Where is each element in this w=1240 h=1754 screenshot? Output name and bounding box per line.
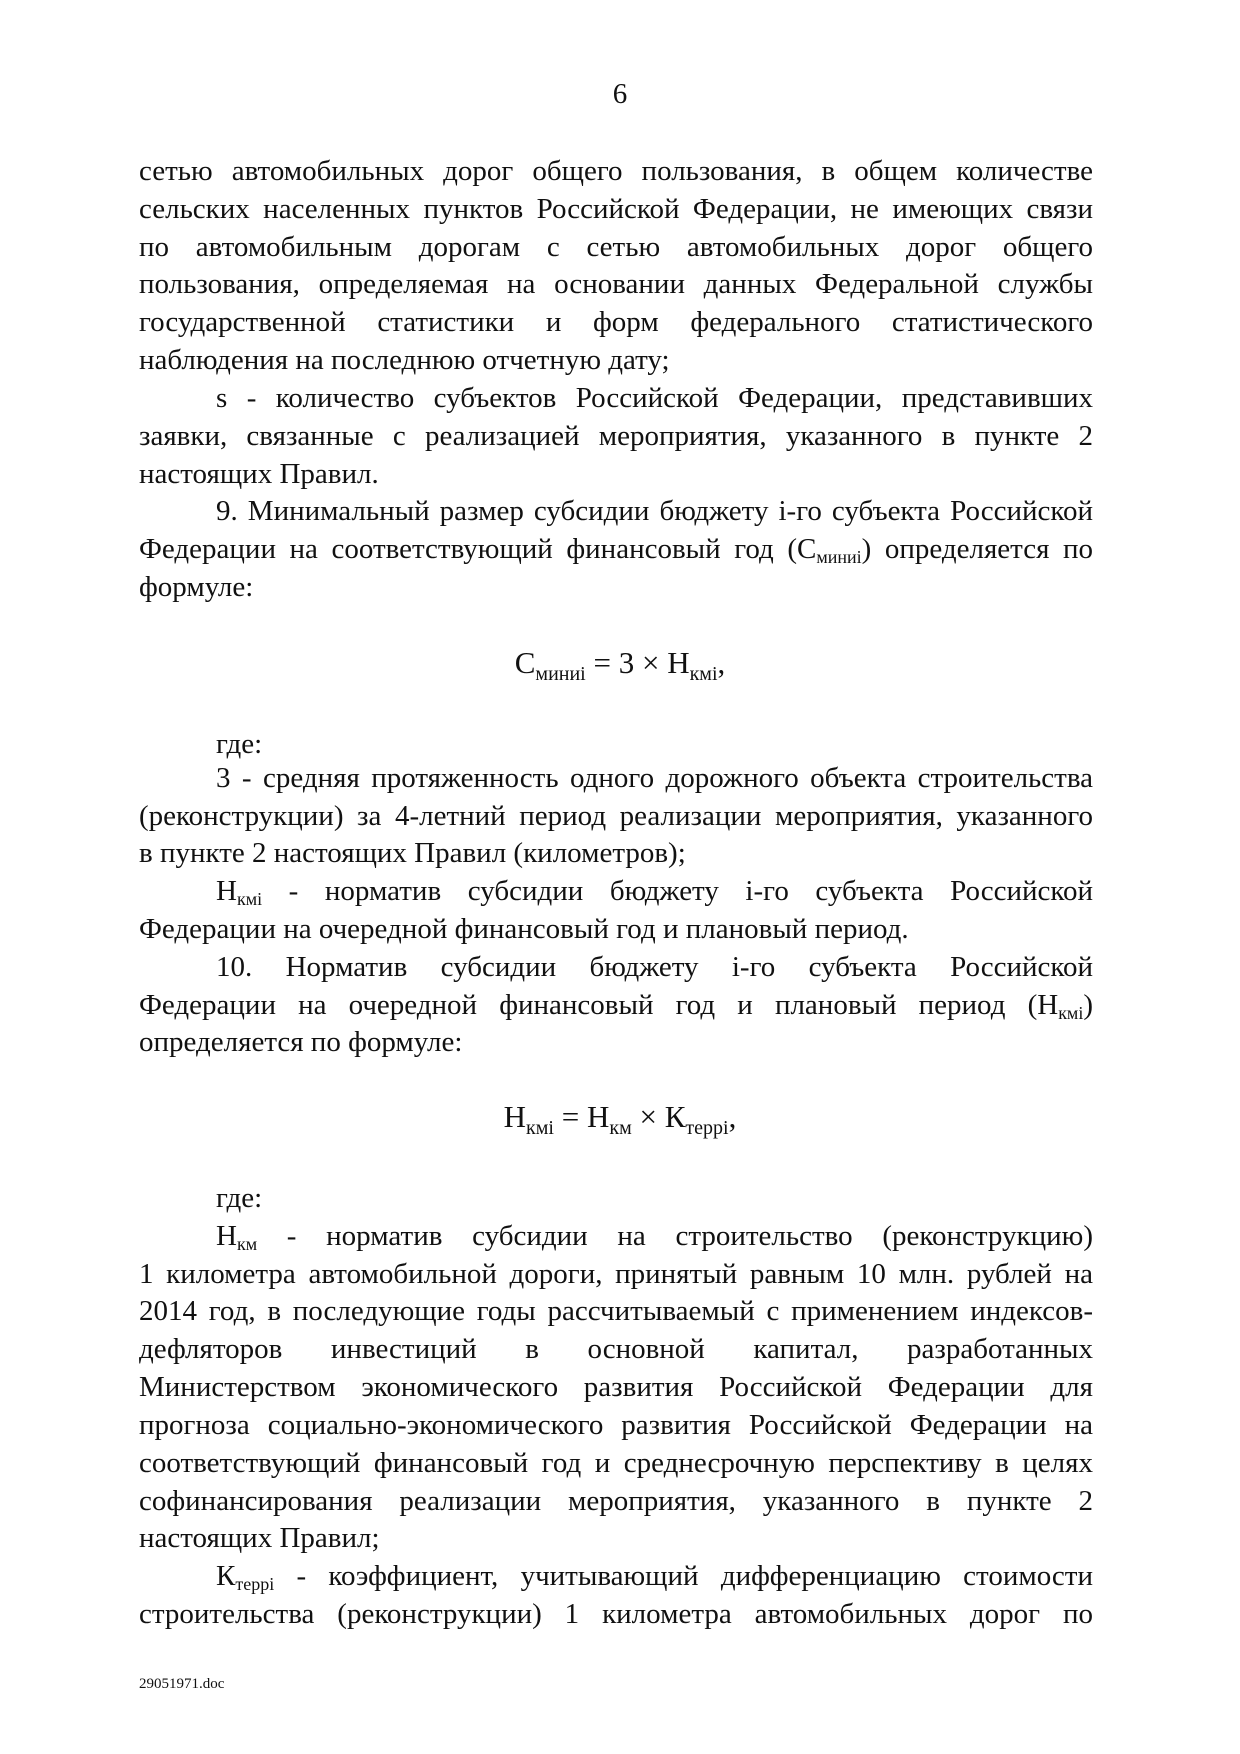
text-line [139, 910, 1093, 948]
text-run: 2014 год, в последующие годы рассчитываемый с применением индексов- [139, 1295, 1093, 1327]
text-line [139, 1368, 1093, 1406]
text-line [139, 303, 1093, 341]
text-line [139, 872, 1093, 910]
text-run: 9. Минимальный размер субсидии бюджету i-го субъекта Российской [216, 495, 1093, 527]
subscript: миниi [816, 547, 862, 567]
footer-filename: 29051971.doc [139, 1676, 225, 1692]
text-run: дефляторов инвестиций в основной капитал, разработанных [139, 1333, 1093, 1365]
text-run: прогноза социально-экономического развития Российской Федерации на [139, 1409, 1093, 1441]
text-run: определяется по формуле: [139, 1026, 463, 1058]
subscript: террi [685, 1117, 729, 1139]
text-run: - норматив субсидии бюджету i-го субъекта Российской [262, 875, 1093, 907]
text-line [139, 1519, 1093, 1557]
text-run: государственной статистики и форм федерального статистического [139, 306, 1093, 338]
text-line [139, 530, 1093, 568]
text-line [139, 1217, 1093, 1255]
text-line [139, 228, 1093, 266]
text-run: 1 километра автомобильной дороги, принятый равным 10 млн. рублей на [139, 1258, 1093, 1290]
text-run: сетью автомобильных дорог общего пользования, в общем количестве [139, 155, 1093, 187]
text-run: 3 - средняя протяженность одного дорожного объекта строительства [216, 762, 1093, 794]
text-line [139, 797, 1093, 835]
text-line [139, 1557, 1093, 1595]
text-run: Н [216, 1220, 237, 1252]
text-run: строительства (реконструкции) 1 километра автомобильных дорог по [139, 1598, 1093, 1630]
subscript: км [609, 1117, 632, 1139]
text-run: К [216, 1560, 236, 1592]
text-run: настоящих Правил. [139, 458, 379, 490]
text-run: настоящих Правил; [139, 1522, 380, 1554]
text-line [139, 341, 1093, 379]
text-line [139, 265, 1093, 303]
subscript: миниi [535, 663, 586, 685]
text-run: = 3 × Н [585, 645, 690, 680]
text-run: по автомобильным дорогам с сетью автомобильных дорог общего [139, 231, 1093, 263]
text-run: × К [631, 1099, 686, 1134]
subscript: кмi [526, 1117, 554, 1139]
text-run: - норматив субсидии на строительство (реконструкцию) [257, 1220, 1093, 1252]
text-line [139, 1330, 1093, 1368]
subscript: кмi [236, 889, 263, 909]
text-line [139, 492, 1093, 530]
text-run: = Н [553, 1099, 610, 1134]
page-number: 6 [612, 78, 628, 110]
text-line [139, 379, 1093, 417]
text-line [139, 725, 1093, 763]
text-run: Н [216, 875, 237, 907]
text-run: в пункте 2 настоящих Правил (километров); [139, 837, 686, 869]
formula [0, 643, 1240, 683]
text-run: , [728, 1099, 737, 1134]
text-run: где: [216, 728, 263, 760]
text-run: Н [503, 1099, 527, 1134]
text-run: 10. Норматив субсидии бюджету i-го субъекта Российской [216, 951, 1093, 983]
subscript: террi [235, 1574, 275, 1594]
text-run: Федерации на очередной финансовый год и плановый период (Н [139, 989, 1059, 1021]
text-run: Министерством экономического развития Российской Федерации для [139, 1371, 1093, 1403]
text-run: формуле: [139, 571, 254, 603]
text-line [139, 190, 1093, 228]
text-run: С [514, 645, 536, 680]
text-run: наблюдения на последнюю отчетную дату; [139, 344, 670, 376]
text-run: Федерации на очередной финансовый год и плановый период. [139, 913, 909, 945]
text-run: Федерации на соответствующий финансовый год (С [139, 533, 817, 565]
text-run: ) определяется по [861, 533, 1093, 565]
text-line [139, 1406, 1093, 1444]
subscript: кмi [689, 663, 718, 685]
text-line [139, 417, 1093, 455]
text-run: ) [1083, 989, 1093, 1021]
text-line [139, 986, 1093, 1024]
text-line [139, 1255, 1093, 1293]
text-line [139, 152, 1093, 190]
text-line [139, 834, 1093, 872]
text-run: где: [216, 1182, 263, 1214]
text-line [139, 948, 1093, 986]
subscript: км [236, 1234, 258, 1254]
subscript: кмi [1058, 1003, 1084, 1023]
text-line [139, 1444, 1093, 1482]
text-run: соответствующий финансовый год и среднесрочную перспективу в целях [139, 1447, 1093, 1479]
formula [0, 1097, 1240, 1137]
text-run: - коэффициент, учитывающий дифференциацию стоимости [274, 1560, 1093, 1592]
text-line [139, 759, 1093, 797]
text-line [139, 1292, 1093, 1330]
text-run: , [717, 645, 726, 680]
text-run: (реконструкции) за 4-летний период реализации мероприятия, указанного [139, 800, 1093, 832]
text-line [139, 1595, 1093, 1633]
text-run: заявки, связанные с реализацией мероприятия, указанного в пункте 2 [139, 420, 1093, 452]
text-line [139, 1179, 1093, 1217]
text-line [139, 568, 1093, 606]
text-run: s - количество субъектов Российской Федерации, представивших [216, 382, 1093, 414]
text-run: софинансирования реализации мероприятия, указанного в пункте 2 [139, 1485, 1093, 1517]
text-line [139, 1023, 1093, 1061]
text-line [139, 1482, 1093, 1520]
text-line [139, 455, 1093, 493]
text-run: пользования, определяемая на основании данных Федеральной службы [139, 268, 1093, 300]
text-run: сельских населенных пунктов Российской Федерации, не имеющих связи [139, 193, 1093, 225]
